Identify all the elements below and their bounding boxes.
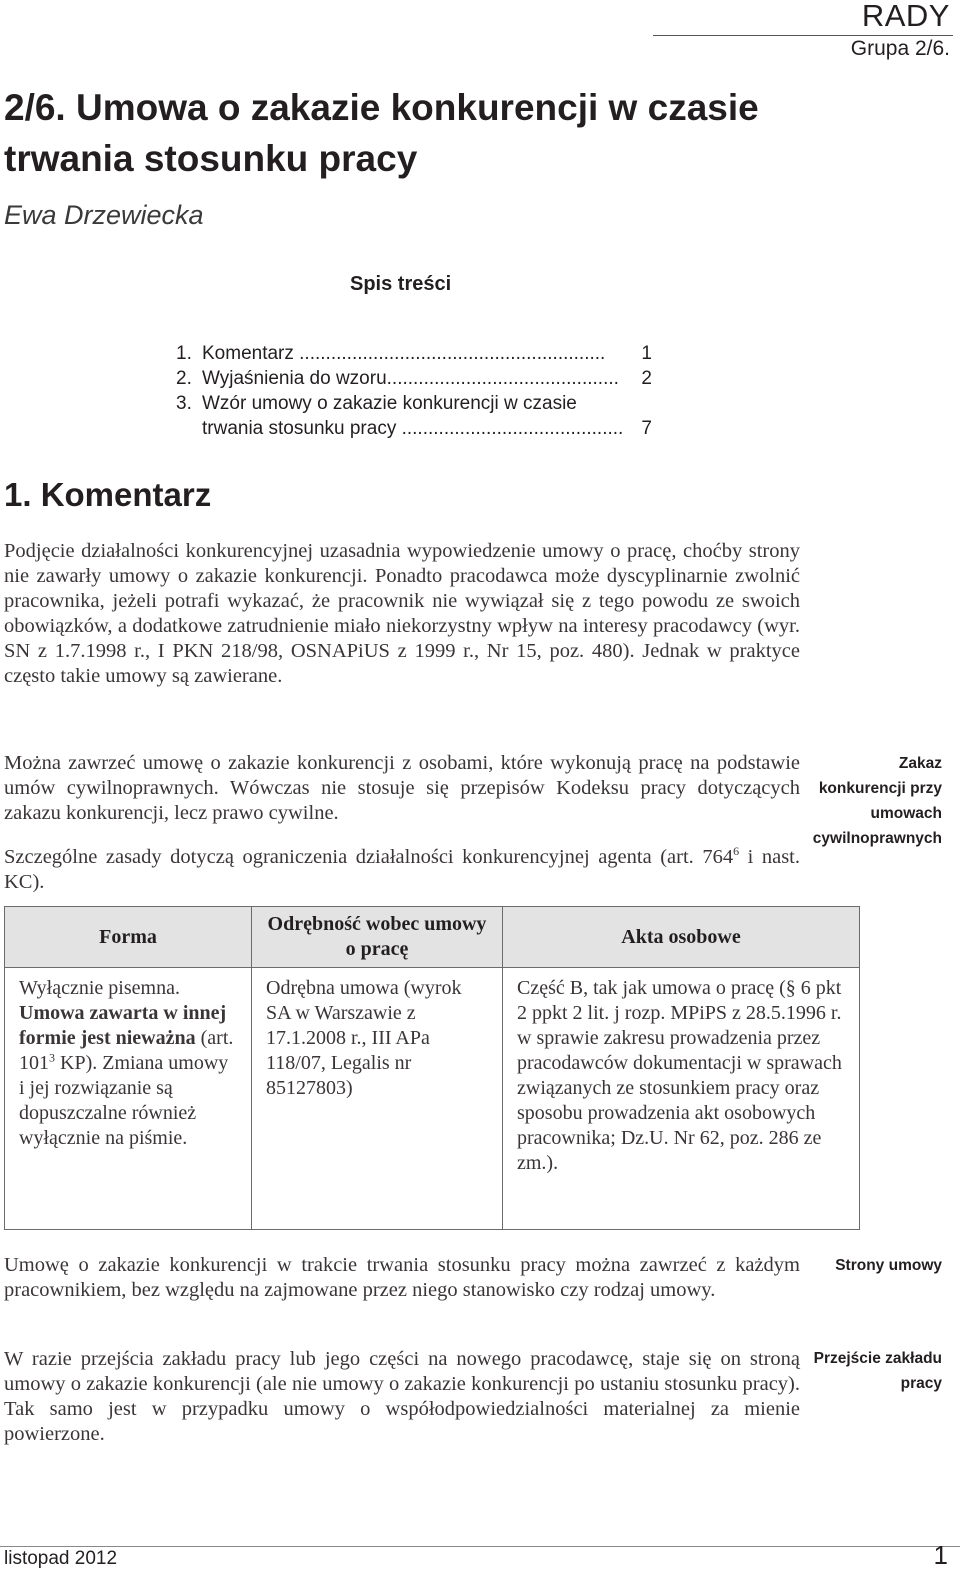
cell-text: (art. 101 [19,1027,234,1074]
footer-date: listopad 2012 [4,1548,118,1569]
table-header-row [5,907,860,968]
header-group: Grupa 2/6. [850,37,950,60]
cell-text: KP). Zmiana umowy i jej rozwiązanie są dopuszczalne również wyłącznie na piśmie. [19,1052,229,1149]
paragraph-2: Można zawrzeć umowę o zakazie konkurencji z osobami, które wykonują pracę na podstawie umów cywilnoprawnych. Wówczas nie stosuje się przepisów Kodeksu pracy dotyczących zakazu konkurencji, lecz prawo cywilne. [4,752,800,824]
header-rule [653,35,953,36]
toc-item-page [632,391,652,416]
table-cell-odrebnosc: Odrębna umowa (wyrok SA w Warszawie z 17.1.2008 r., III APa 118/07, Legalis nr 85127803) [252,968,503,1230]
paragraph-3 [4,845,800,895]
footer-page-number: 1 [933,1540,948,1570]
header-section: RADY [861,0,950,33]
margin-note-transfer: Przejście zakładu pracy [813,1350,942,1392]
toc-item-text: Wzór umowy o zakazie konkurencji w czasie [202,393,577,414]
toc-item-text: Wyjaśnienia do wzoru............................................ [202,368,619,389]
toc-item[interactable] [176,366,652,391]
toc-item-number: 2. [176,368,192,389]
table-header-forma: Forma [5,907,252,968]
section-heading: 1. Komentarz [4,476,212,513]
document-title-line1: 2/6. Umowa o zakazie konkurencji w czasie [4,87,759,128]
table-header-odrebnosc: Odrębność wobec umowy o pracę [252,907,503,968]
paragraph-1: Podjęcie działalności konkurencyjnej uzasadnia wypowiedzenie umowy o pracę, choćby strony nie zawarły umowy o zakazie konkurencji. Ponadto pracodawca może dyscyplinarnie zwolnić pracownika, jeżeli potrafi wykazać, że pracownik nie wywiązał się z tego powodu ze swoich obowiązków, a dodatkowe zatrudnienie miało niekorzystny wpływ na interesy pracodawcy (wyr. SN z 1.7.1998 r., I PKN 218/98, OSNAPiUS z 1999 r., Nr 15, poz. 480). Jednak w praktyce często takie umowy są zawierane. [4,540,800,687]
table-row [5,968,860,1230]
toc-item[interactable] [176,341,652,366]
toc-item-page: 7 [641,418,652,439]
document-title-line2: trwania stosunku pracy [4,138,418,179]
info-table [4,906,860,1230]
toc-item-text: Komentarz .......................................................... [202,343,606,364]
margin-note-parties: Strony umowy [835,1257,942,1274]
cell-text-bold: Umowa zawarta w innej formie jest nieważna [19,1002,227,1049]
toc-item-text: trwania stosunku pracy .......................................... [202,418,624,439]
paragraph-3-text: Szczególne zasady dotyczą ograniczenia działalności konkurencyjnej agenta (art. 764 [4,846,734,868]
footer-rule [0,1546,960,1547]
paragraph-4: Umowę o zakazie konkurencji w trakcie trwania stosunku pracy można zawrzeć z każdym pracownikiem, bez względu na zajmowane przez niego stanowisko czy rodzaj umowy. [4,1254,800,1301]
toc-item-page: 2 [641,368,652,389]
toc-item-number: 3. [176,393,192,414]
table-cell-akta: Część B, tak jak umowa o pracę (§ 6 pkt 2 ppkt 2 lit. j rozp. MPiPS z 28.5.1996 r. w sprawie zakresu prowadzenia przez pracodawców dokumentacji w sprawach związanych ze stosunkiem pracy oraz sposobu prowadzenia akt osobowych pracownika; Dz.U. Nr 62, poz. 286 ze zm.). [503,968,860,1230]
toc-item-page: 1 [641,343,652,364]
document-title [4,82,824,184]
toc-item-number: 1. [176,343,192,364]
toc-item[interactable] [176,416,652,441]
toc-title: Spis treści [350,273,452,295]
paragraph-3-text-end: i nast. KC). [4,846,801,893]
document-author: Ewa Drzewiecka [4,200,204,230]
table-cell-forma [5,968,252,1230]
toc-item[interactable] [176,391,652,416]
toc-item-number [176,416,202,441]
paragraph-3-superscript: 6 [733,844,740,859]
cell-text: Wyłącznie pisemna. [19,977,180,999]
table-header-akta: Akta osobowe [503,907,860,968]
margin-note-civil-contracts: Zakaz konkurencji przy umowach cywilnoprawnych [812,755,942,847]
cell-superscript: 3 [49,1050,55,1065]
paragraph-5: W razie przejścia zakładu pracy lub jego części na nowego pracodawcę, staje się on stroną umowy o zakazie konkurencji (ale nie umowy o zakazie konkurencji po ustaniu stosunku pracy). Tak samo jest w przypadku umowy o współodpowiedzialności materialnej za mienie powierzone. [4,1348,800,1445]
